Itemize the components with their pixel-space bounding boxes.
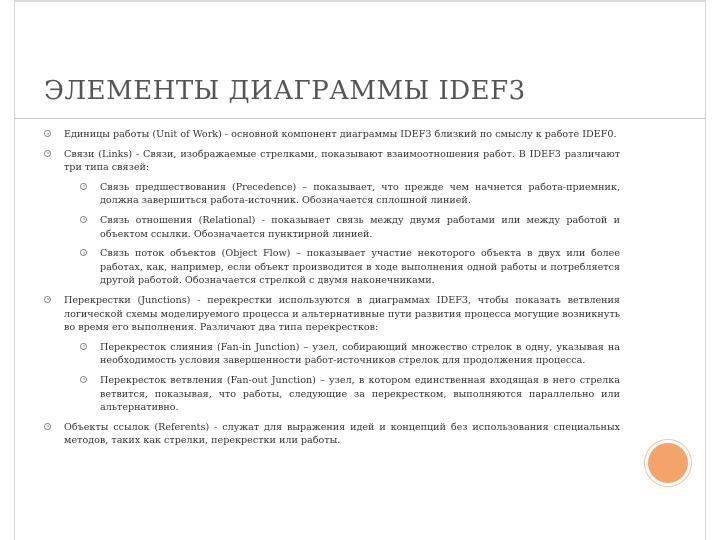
- bullet-text: Единицы работы (Unit of Work) - основной компонент диаграммы IDEF3 близкий по смыслу к работе IDEF0.: [64, 129, 617, 140]
- bullet-marker-icon: [44, 150, 51, 157]
- slide-content: [44, 128, 620, 452]
- sub-bullet-fan-in: [44, 341, 620, 368]
- sub-bullet-relational: [44, 214, 620, 241]
- bullet-marker-icon: [80, 183, 87, 190]
- bullet-marker-icon: [80, 343, 87, 350]
- title-divider: [14, 118, 706, 119]
- bullet-text: Связи (Links) - Связи, изображаемые стрелками, показывают взаимоотношения работ. В IDEF3 различают три типа связей:: [64, 148, 620, 174]
- bullet-referents: [44, 421, 620, 448]
- bullet-marker-icon: [80, 249, 87, 256]
- sub-bullet-object-flow: [44, 247, 620, 288]
- bullet-marker-icon: [80, 376, 87, 383]
- bullet-text: Связь поток объектов (Object Flow) – показывает участие некоторого объекта в двух или более работах, как, например, если объект производится в ходе выполнения одной работы и потребляется другой работой. Обозначается стрелкой с двумя наконечниками.: [100, 248, 620, 287]
- bullet-marker-icon: [44, 423, 51, 430]
- bullet-marker-icon: [44, 296, 51, 303]
- decorative-circle-icon: [648, 443, 688, 483]
- bullet-marker-icon: [80, 216, 87, 223]
- sub-bullet-precedence: [44, 181, 620, 208]
- bullet-text: Перекресток слияния (Fan-in Junction) – узел, собирающий множество стрелок в одну, указывая на необходимость условия завершенности работ-источников стрелок для продолжения процесса.: [100, 341, 620, 367]
- bullet-marker-icon: [44, 130, 51, 137]
- bullet-text: Связь предшествования (Precedence) – показывает, что прежде чем начнется работа-приемник, должна завершиться работа-источник. Обозначается сплошной линией.: [100, 181, 620, 207]
- bullet-links: [44, 148, 620, 175]
- bullet-text: Перекрестки (Junctions) - перекрестки используются в диаграммах IDEF3, чтобы показать ветвления логической схемы моделируемого процесса и альтернативные пути развития процесса могущие возникнуть во время его выполнения. Различают два типа перекрестков:: [64, 294, 620, 334]
- bullet-units-of-work: [44, 128, 620, 142]
- bullet-text: Связь отношения (Relational) - показывает связь между двумя работами или между работой и объектом ссылки. Обозначается пунктирной линией.: [100, 214, 620, 240]
- sub-bullet-fan-out: [44, 374, 620, 415]
- slide-title: ЭЛЕМЕНТЫ ДИАГРАММЫ IDEF3: [44, 76, 526, 106]
- bullet-text: Объекты ссылок (Referents) - служат для выражения идей и концепций без использования специальных методов, таких как стрелки, перекрестки или работы.: [64, 421, 620, 447]
- bullet-junctions: [44, 294, 620, 335]
- bullet-text: Перекресток ветвления (Fan-out Junction) – узел, в котором единственная входящая в него стрелка ветвится, показывая, что работы, следующие за перекрестком, выполняются параллельно или альтернативно.: [100, 374, 620, 414]
